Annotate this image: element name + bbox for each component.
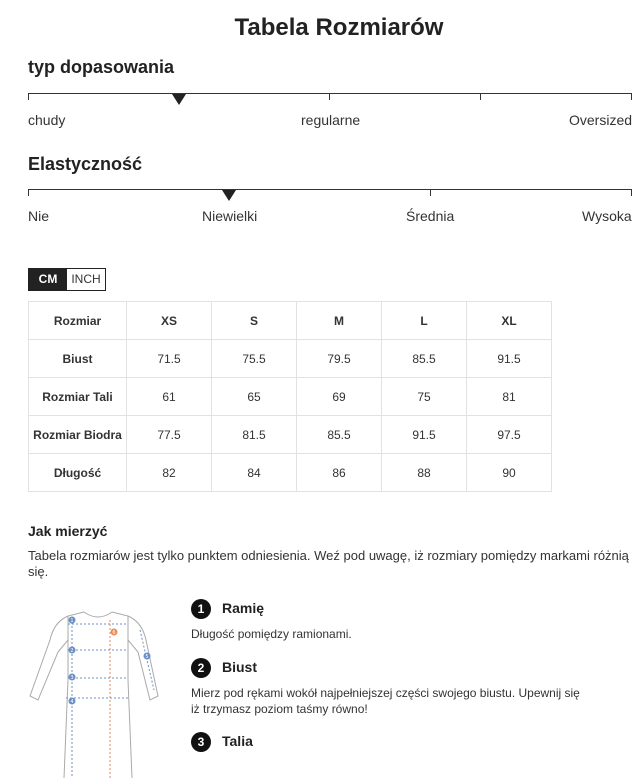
step-description: Długość pomiędzy ramionami.: [191, 627, 352, 641]
table-row-label: Biust: [29, 340, 127, 378]
step-title: Ramię: [222, 600, 265, 616]
table-header-row: [29, 302, 552, 340]
figure-marker-label: 3: [70, 674, 74, 681]
table-cell: 69: [297, 378, 382, 416]
stretch-tick-srednia: [430, 189, 431, 196]
size-table: [28, 301, 552, 492]
table-cell: 85.5: [382, 340, 467, 378]
table-cell: 84: [212, 454, 297, 492]
unit-cm-button[interactable]: CM: [29, 269, 67, 290]
table-cell: 65: [212, 378, 297, 416]
fit-label-oversized: Oversized: [569, 112, 633, 128]
step-number-badge: 2: [191, 658, 211, 678]
table-row: [29, 340, 552, 378]
stretch-marker[interactable]: [222, 190, 236, 201]
table-cell: 86: [297, 454, 382, 492]
table-cell: 61: [127, 378, 212, 416]
fit-label-chudy: chudy: [28, 112, 66, 128]
table-cell: 88: [382, 454, 467, 492]
table-cell: 90: [467, 454, 552, 492]
table-cell: 91.5: [467, 340, 552, 378]
fit-label-regularne: regularne: [301, 112, 361, 128]
table-cell: 82: [127, 454, 212, 492]
table-row-label: Długość: [29, 454, 127, 492]
table-row-label: Rozmiar Tali: [29, 378, 127, 416]
table-cell: 71.5: [127, 340, 212, 378]
table-cell: 75: [382, 378, 467, 416]
stretch-heading: Elastyczność: [28, 154, 143, 174]
stretch-tick-nie: [28, 189, 29, 196]
table-header-cell: S: [212, 302, 297, 340]
step-title: Biust: [222, 659, 257, 675]
table-row-label: Rozmiar Biodra: [29, 416, 127, 454]
stretch-label-nie: Nie: [28, 208, 50, 224]
table-cell: 91.5: [382, 416, 467, 454]
table-header-cell: XS: [127, 302, 212, 340]
table-cell: 81.5: [212, 416, 297, 454]
stretch-scale[interactable]: [28, 189, 632, 190]
fit-tick-mid: [480, 93, 481, 100]
fit-tick-oversized: [631, 93, 632, 100]
stretch-label-srednia: Średnia: [406, 208, 455, 224]
stretch-label-niewielki: Niewielki: [202, 208, 258, 224]
stretch-label-wysoka: Wysoka: [582, 208, 632, 224]
how-to-title: Jak mierzyć: [28, 523, 108, 539]
figure-marker-label: 1: [70, 617, 74, 624]
table-header-cell: M: [297, 302, 382, 340]
page-title: Tabela Rozmiarów: [234, 14, 444, 41]
figure-marker-label: 5: [145, 653, 149, 660]
fit-scale[interactable]: [28, 93, 632, 94]
figure-marker-label: 6: [112, 629, 116, 636]
figure-marker-label: 4: [70, 698, 74, 705]
table-cell: 97.5: [467, 416, 552, 454]
table-cell: 75.5: [212, 340, 297, 378]
unit-toggle: [28, 268, 106, 291]
unit-inch-button[interactable]: INCH: [67, 269, 105, 290]
step-number-badge: 3: [191, 732, 211, 752]
fit-tick-regularne: [329, 93, 330, 100]
table-row: [29, 378, 552, 416]
fit-heading: typ dopasowania: [28, 57, 175, 77]
fit-tick-chudy: [28, 93, 29, 100]
step-description: Mierz pod rękami wokół najpełniejszej części swojego biustu. Upewnij się iż trzymasz poziom taśmy równo!: [191, 686, 580, 716]
stretch-tick-wysoka: [631, 189, 632, 196]
table-header-cell: L: [382, 302, 467, 340]
fit-marker[interactable]: [172, 94, 186, 105]
table-cell: 85.5: [297, 416, 382, 454]
dress-figure-illustration: [28, 600, 168, 778]
table-row: [29, 454, 552, 492]
table-cell: 77.5: [127, 416, 212, 454]
table-cell: 79.5: [297, 340, 382, 378]
step-title: Talia: [222, 733, 253, 749]
table-cell: 81: [467, 378, 552, 416]
table-header-cell: XL: [467, 302, 552, 340]
figure-marker-label: 2: [70, 647, 74, 654]
table-header-cell: Rozmiar: [29, 302, 127, 340]
how-to-text: Tabela rozmiarów jest tylko punktem odniesienia. Weź pod uwagę, iż rozmiary pomiędzy markami różnią się.: [28, 548, 629, 579]
step-number-badge: 1: [191, 599, 211, 619]
table-row: [29, 416, 552, 454]
